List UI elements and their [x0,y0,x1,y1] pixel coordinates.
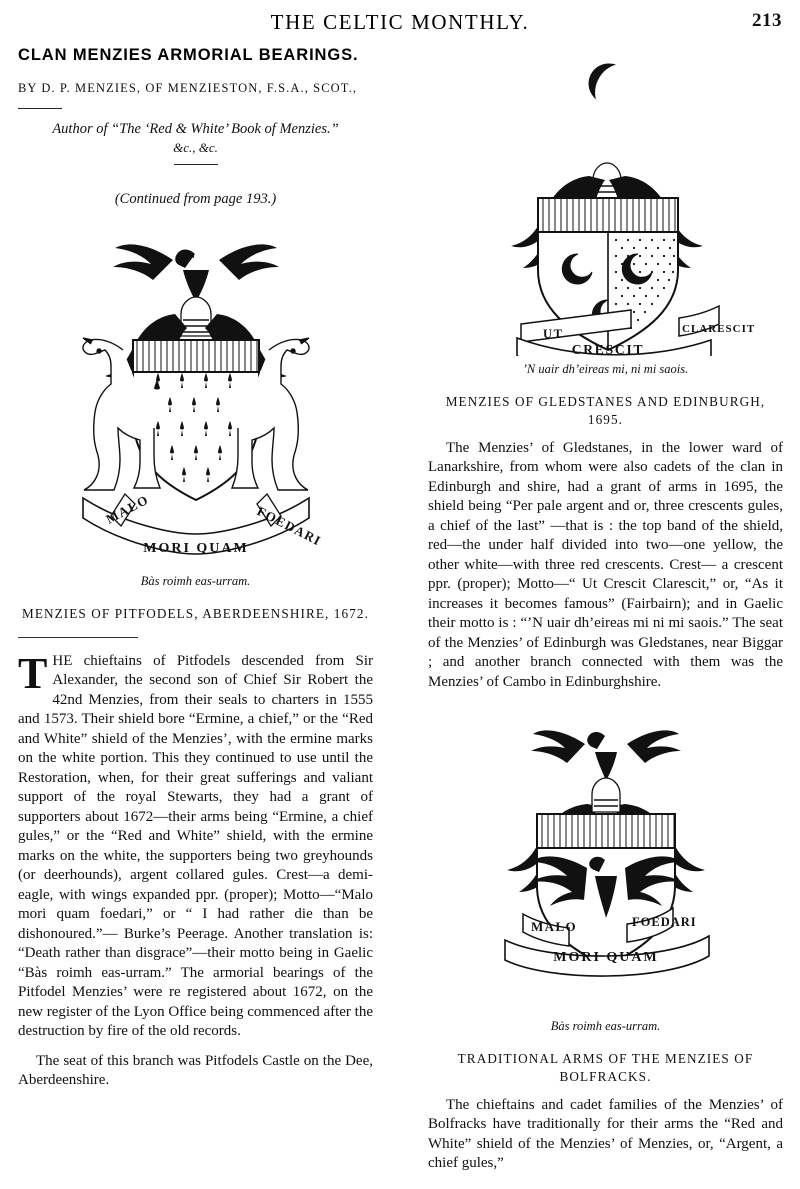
crest-crescent-icon [581,56,616,99]
motto-scroll-text: MORI QUAM [553,950,659,966]
figure3-caption [428,1050,783,1086]
motto-left-text: UT [543,327,564,341]
crest-eagle-icon [531,730,681,781]
body-paragraph-1 [18,648,373,1042]
figure1-caption: MENZIES OF PITFODELS, ABERDEENSHIRE, 1672. [22,606,369,621]
crest-eagle-icon [113,244,279,302]
figure1-gaelic-caption: Bàs roimh eas-urram. [140,574,251,588]
right-body-paragraph-1: The Menzies’ of Gledstanes, in the lower ward of Lanarkshire, from whom were also cadets of the clan in Edinburgh and shire, had a grant of arms in 1695, the shield being “Per pale argent and or, three crescents gules, a chief of the last” —that is : the top band of the shield, red—the under half divided into two—one yellow, the other white—with three red crescents. Crest— a crescent ppr. (proper); Motto—“ Ut Crescit Clarescit,” or, “As it increases it becomes famous” (Fairbairn); and in Gaelic their motto is : “’N uair dh’eireas mi ni mi saois.” The seat of the Menzies’ of Edinburgh was Gledstanes, near Biggar ; and another branch connected with them was the Menzies’ of Cambo in Edinburghshire. [428,439,783,690]
right-body-paragraph-2: The chieftains and cadet families of the Menzies’ of Bolfracks have traditionally for their arms the “Red and White” shield of the Menzies’ of Menzies, or, “Argent, a chief gules,” [428,1096,783,1172]
motto-right-text: CLARESCIT [682,323,756,335]
figure3-caption-line1: TRADITIONAL ARMS OF THE MENZIES OF [457,1051,754,1067]
figure2-gaelic-caption: ’N uair dh’eireas mi, ni mi saois. [522,362,689,376]
gledstanes-heraldic-illustration [433,46,778,356]
motto-right-text: FOEDARI [254,503,325,549]
motto-left-text: MALO [531,919,578,935]
body-paragraph-2: The seat of this branch was Pitfodels Castle on the Dee, Aberdeenshire. [18,1052,373,1089]
body-paragraph-1-text: HE chieftains of Pitfodels descended from Sir Alexander, the second son of Chief Sir Robert the 42nd Menzies, from their seals to charters in 1555 and 1573. Their shield bore “Ermine, a chief,” or the “Red and White” shield of the Menzies’, with the ermine marks on the white portion. This they continued to use until the Restoration, when, for their great sufferings and valiant support of the royal Stewarts, they had a grant of supporters about 1672—their arms being “Ermine, a chief gules,” or the “Red and White” shield, with the ermine marks on the white, the supporters being two greyhounds (or deerhounds), argent collared gules. Crest—a demi-eagle, with wings expanded ppr. (proper); Motto—“Malo mori quam foedari,” or “ I had rather die than be dishonoured.”— Burke’s Peerage. Another translation is: “Death rather than disgrace”—their motto being in Gaelic “Bàs roimh eas-urram.” The armorial bearings of the Pitfodel Menzies’ were re registered about 1672, on the new register of the Lyon Office being commenced after the destruction by fire of the old records. [18,652,373,1040]
divider-rule [18,108,62,109]
figure2-caption: MENZIES OF GLEDSTANES AND EDINBURGH, 1695. [445,394,766,427]
author-credit: Author of “The ‘Red & White’ Book of Menzies.” [52,121,339,137]
bolfracks-heraldic-illustration [433,718,778,1013]
left-column [18,46,373,1091]
article-title: CLAN MENZIES ARMORIAL BEARINGS. [18,46,359,64]
etcetera-line: &c., &c. [173,140,218,155]
figure3-caption-line2: BOLFRACKS. [559,1068,652,1084]
helmet-icon [592,778,620,812]
continued-from-note: (Continued from page 193.) [114,191,277,207]
figure-gledstanes-arms [428,46,783,377]
figure3-gaelic-caption: Bàs roimh eas-urram. [550,1019,661,1034]
journal-title: THE CELTIC MONTHLY. [270,10,530,34]
helmet-icon [181,297,211,336]
running-head [0,10,800,40]
motto-right-text: FOEDARI [632,915,697,930]
page-number: 213 [752,10,782,31]
article-byline: BY D. P. MENZIES, OF MENZIESTON, F.S.A., SCOT., [18,81,358,95]
motto-scroll-text: MORI QUAM [143,541,249,556]
divider-rule-center [174,164,218,165]
right-column [428,46,783,1174]
section-divider [18,637,138,638]
motto-center-text: CRESCIT [571,342,645,356]
figure-pitfodels-arms [18,218,373,589]
motto-left-text: MALO [103,491,152,527]
figure-bolfracks-arms [428,718,783,1034]
pitfodels-heraldic-illustration [23,218,368,568]
drop-cap: T [18,648,48,698]
